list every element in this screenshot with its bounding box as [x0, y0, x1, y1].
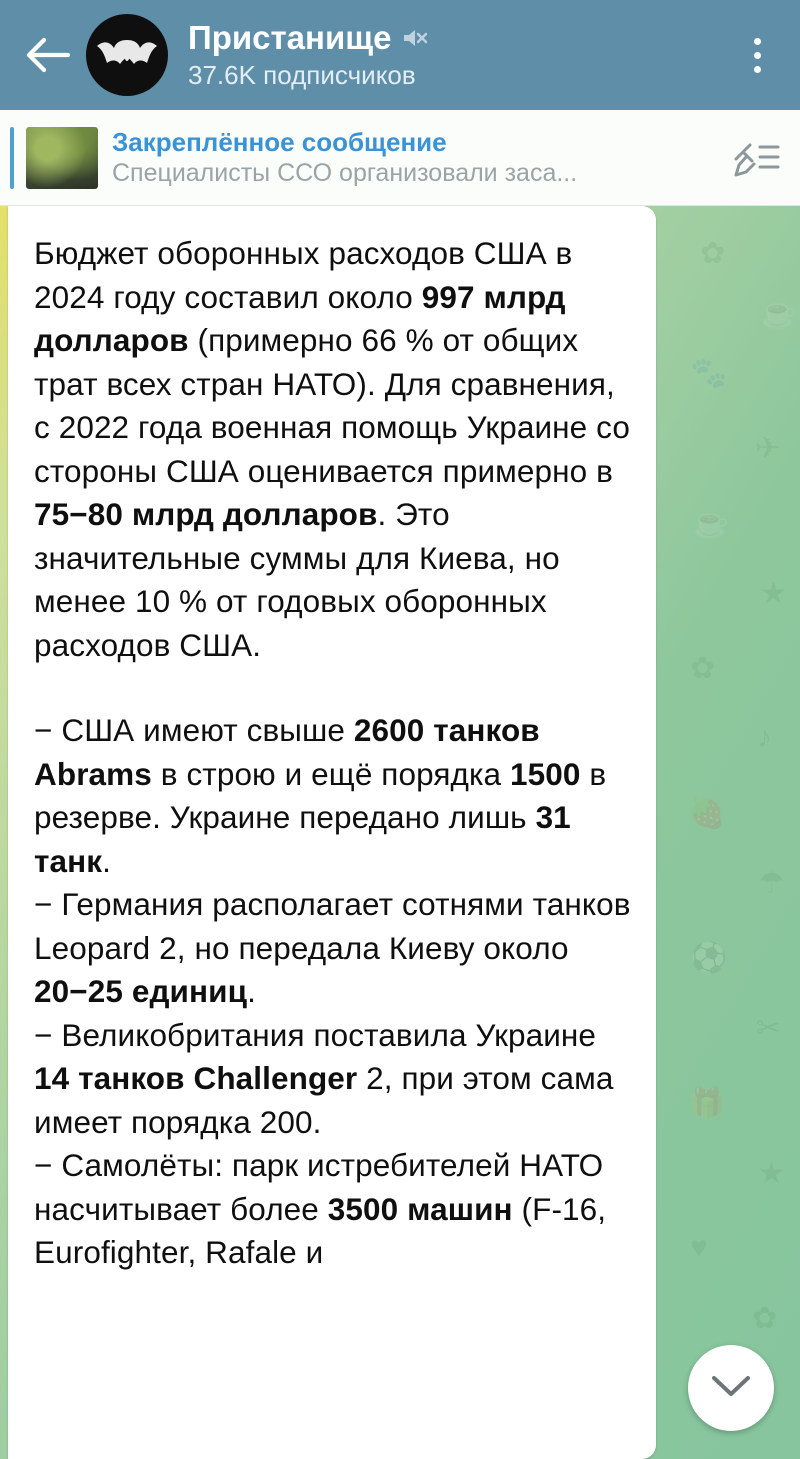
text-run: . — [102, 842, 111, 879]
pinned-preview-text: Специалисты ССО организовали заса... — [112, 158, 578, 187]
pinned-message-bar[interactable] — [0, 110, 800, 206]
back-arrow-icon — [24, 37, 70, 73]
pinned-accent-bar — [10, 127, 14, 189]
message-bubble[interactable] — [8, 206, 656, 1459]
text-run: (примерно 66 % от общих трат всех стран НАТО). Для сравнения, с 2022 года военная помощь Украине со стороны США оценивается примерно в — [34, 322, 630, 489]
chevron-down-icon — [710, 1373, 752, 1404]
text-run-bold: 31 танк — [34, 799, 571, 879]
text-run: Бюджет оборонных расходов США в 2024 году составил около — [34, 235, 573, 315]
pinned-texts — [112, 127, 726, 189]
paragraph-spacer — [34, 667, 632, 709]
text-run-bold: 75−80 млрд долларов — [34, 496, 378, 532]
chat-title-row — [188, 19, 732, 57]
chat-header — [0, 0, 800, 110]
message-paragraph-1 — [34, 232, 632, 667]
text-run: (F-16, Eurofighter, Rafale и — [34, 1190, 607, 1270]
back-button[interactable] — [18, 26, 76, 84]
pinned-photo-thumbnail — [26, 127, 98, 189]
text-run-bold: 14 танков Challenger — [34, 1060, 358, 1096]
avatar[interactable] — [86, 14, 168, 96]
pinned-messages-list-icon[interactable] — [726, 128, 786, 188]
text-run-bold: 3500 машин — [327, 1190, 513, 1227]
text-run: в резерве. Украине передано лишь — [34, 755, 607, 835]
text-run: . — [247, 973, 256, 1009]
text-run: − Германия располагает сотнями танков Leopard 2, но передала Киеву около — [34, 886, 631, 966]
text-run: . Это значительные суммы для Киева, но менее 10 % от годовых оборонных расходов США. — [34, 496, 560, 663]
overflow-menu-icon[interactable] — [732, 24, 782, 86]
scroll-to-bottom-button[interactable] — [688, 1345, 774, 1431]
pinned-label: Закреплённое сообщение — [112, 126, 447, 157]
chat-title: Пристанище — [188, 19, 392, 56]
text-run: − Великобритания поставила Украине — [34, 1016, 597, 1053]
message-paragraph-4 — [34, 1014, 632, 1145]
text-run-bold: 20−25 единиц — [34, 973, 248, 1009]
chat-background-pattern: ✿ ☕ 🐾 ✈ ☕ ★ ✿ ♪ 🍓 ☂ ⚽ ✂ 🎁 ★ ♥ ✿ — [688, 237, 798, 1335]
bat-avatar-icon — [94, 30, 160, 80]
subscriber-count: 37.6K подписчиков — [188, 60, 416, 90]
text-run-bold: 997 млрд долларов — [34, 278, 566, 358]
text-run: − США имеют свыше — [34, 712, 354, 748]
text-run-bold: 1500 — [510, 755, 581, 792]
chat-scroll-area[interactable] — [0, 206, 800, 1459]
text-run: в строю и ещё порядка — [151, 755, 511, 792]
text-run-bold: 2600 танков Abrams — [34, 712, 540, 792]
message-paragraph-3 — [34, 883, 632, 1014]
chat-title-block[interactable] — [188, 19, 732, 91]
muted-speaker-icon — [401, 25, 429, 51]
message-paragraph-5 — [34, 1144, 632, 1275]
text-run: 2, при этом сама имеет порядка 200. — [34, 1060, 614, 1140]
message-paragraph-2 — [34, 709, 632, 883]
text-run: − Самолёты: парк истребителей НАТО насчитывает более — [34, 1147, 604, 1227]
